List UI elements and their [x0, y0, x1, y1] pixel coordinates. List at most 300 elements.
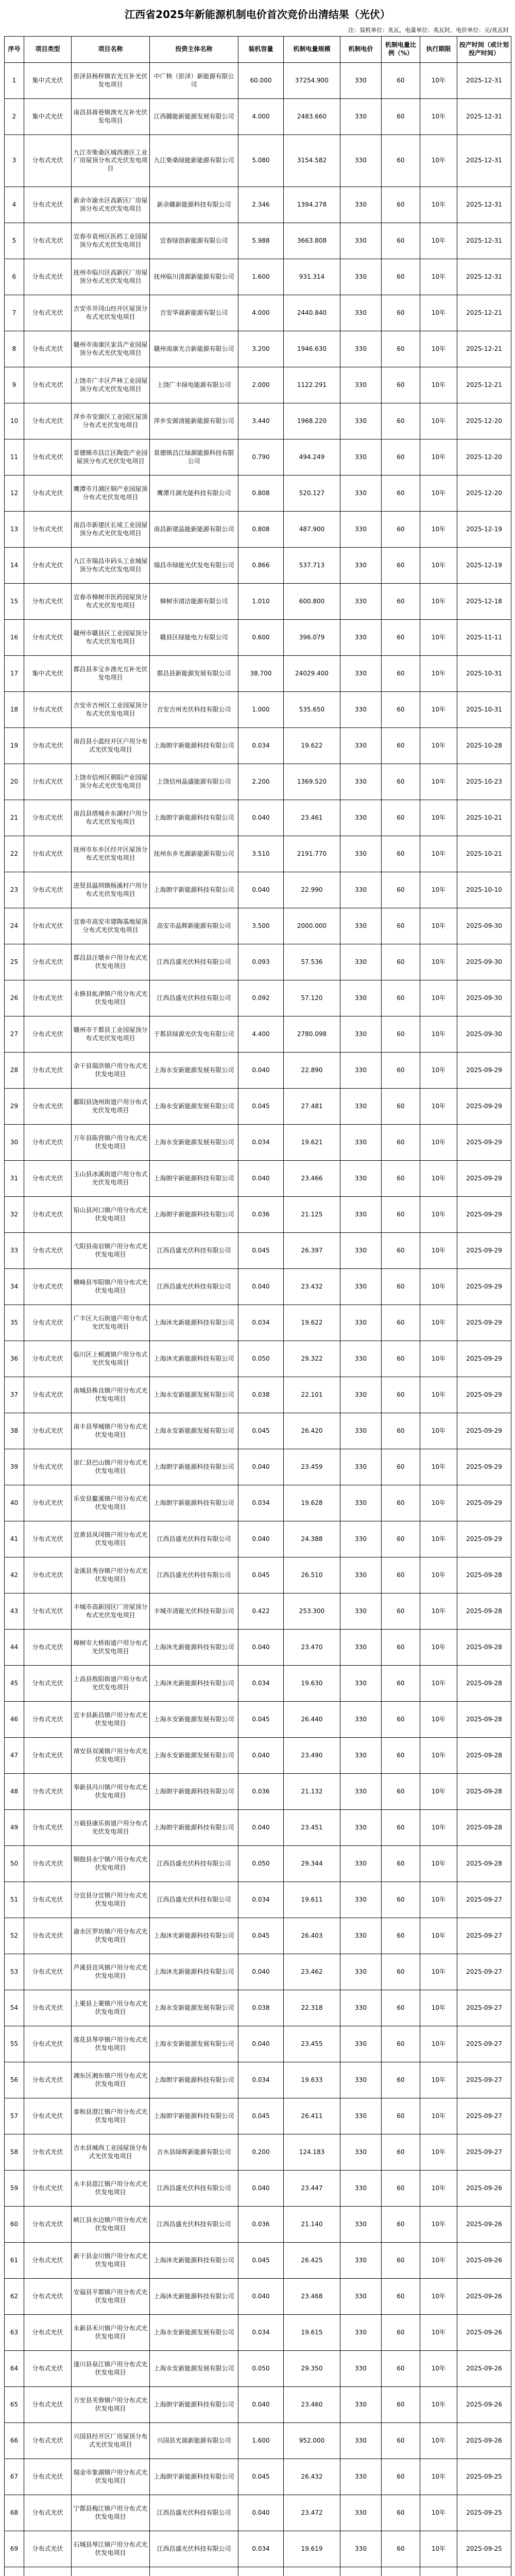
row-serial-number: 14: [5, 548, 24, 584]
row-mechanism-ratio: 60: [382, 512, 420, 548]
row-mechanism-energy: 2483.660: [284, 99, 340, 135]
table-row: [5, 1485, 511, 1521]
row-project-type: 分布式光伏: [24, 2459, 72, 2495]
row-installed-capacity: 0.034: [238, 728, 284, 764]
row-serial-number: 2: [5, 99, 24, 135]
row-project-name: 玉山县冰溪街道户用分布式光伏发电项目: [72, 1161, 150, 1197]
table-row: [5, 980, 511, 1016]
row-project-type: 分布式光伏: [24, 1521, 72, 1557]
row-mechanism-price: 330: [340, 1594, 382, 1630]
row-investor-name: 上海朗宇新能源科技有限公司: [150, 2387, 238, 2423]
table-row: [5, 439, 511, 476]
row-execution-term: 10年: [420, 2315, 457, 2351]
row-investor-name: 瑞昌市绿能光伏发电有限公司: [150, 548, 238, 584]
row-investor-name: 中广核（彭泽）新能源有限公司: [150, 63, 238, 99]
row-mechanism-energy: 23.472: [284, 2495, 340, 2531]
row-serial-number: 63: [5, 2315, 24, 2351]
row-mechanism-ratio: 60: [382, 1666, 420, 1702]
row-commissioning-date: 2025-09-28: [457, 1846, 511, 1882]
row-project-name: 九江市瑞昌市码头工业城屋顶分布式光伏发电项目: [72, 548, 150, 584]
row-mechanism-ratio: 60: [382, 2351, 420, 2387]
table-row: [5, 1594, 511, 1630]
row-project-type: 分布式光伏: [24, 548, 72, 584]
row-project-type: 分布式光伏: [24, 367, 72, 403]
row-commissioning-date: 2025-09-26: [457, 2351, 511, 2387]
row-investor-name: 抚州东乡光源新能源有限公司: [150, 836, 238, 872]
row-mechanism-ratio: 60: [382, 2495, 420, 2531]
row-mechanism-ratio: 60: [382, 1449, 420, 1485]
row-mechanism-price: 330: [340, 1197, 382, 1233]
header-mechanism-energy: 机制电量规模: [284, 37, 340, 63]
row-execution-term: 10年: [420, 584, 457, 620]
row-project-name: 渝水区罗坊镇户用分布式光伏发电项目: [72, 1918, 150, 1954]
header-installed-capacity: 装机容量: [238, 37, 284, 63]
row-project-type: 分布式光伏: [24, 1269, 72, 1305]
row-mechanism-ratio: 60: [382, 1702, 420, 1738]
row-project-type: 分布式光伏: [24, 331, 72, 367]
row-mechanism-ratio: 60: [382, 2171, 420, 2207]
row-investor-name: 江西昌盛光伏科技有限公司: [150, 2171, 238, 2207]
row-installed-capacity: 4.000: [238, 99, 284, 135]
row-project-name: 宜春市高安市建陶基地屋顶分布式光伏发电项目: [72, 908, 150, 944]
row-investor-name: 上海永安新能源发展有限公司: [150, 2026, 238, 2062]
row-investor-name: 上海朗宇新能源科技有限公司: [150, 2459, 238, 2495]
row-investor-name: 上海沐光新能源科技有限公司: [150, 1666, 238, 1702]
row-commissioning-date: 2025-09-26: [457, 2387, 511, 2423]
row-mechanism-energy: 253.300: [284, 1594, 340, 1630]
row-commissioning-date: 2025-12-20: [457, 403, 511, 439]
row-mechanism-ratio: 60: [382, 2062, 420, 2098]
row-mechanism-price: 330: [340, 620, 382, 656]
row-mechanism-ratio: 60: [382, 135, 420, 187]
row-installed-capacity: 5.080: [238, 135, 284, 187]
row-installed-capacity: 0.040: [238, 2495, 284, 2531]
table-row: [5, 872, 511, 908]
row-project-name: 铜鼓县永宁镇户用分布式光伏发电项目: [72, 1846, 150, 1882]
row-investor-name: 上海永安新能源发展有限公司: [150, 1089, 238, 1125]
row-mechanism-energy: 26.411: [284, 2098, 340, 2134]
row-execution-term: 10年: [420, 1016, 457, 1053]
row-installed-capacity: 1.000: [238, 692, 284, 728]
row-commissioning-date: 2025-09-27: [457, 1954, 511, 1990]
row-project-name: 兴国县经开区厂房屋顶分布式光伏发电项目: [72, 2423, 150, 2459]
row-investor-name: 上海朗宇新能源科技有限公司: [150, 1197, 238, 1233]
row-investor-name: 上海朗宇新能源科技有限公司: [150, 1449, 238, 1485]
row-project-name: 抚州市东乡区经开区屋顶分布式光伏发电项目: [72, 836, 150, 872]
table-row: [5, 187, 511, 223]
row-installed-capacity: 0.040: [238, 1810, 284, 1846]
row-project-type: 分布式光伏: [24, 259, 72, 295]
row-serial-number: 8: [5, 331, 24, 367]
row-mechanism-price: 330: [340, 187, 382, 223]
row-investor-name: 樟树市清洁能源有限公司: [150, 584, 238, 620]
row-investor-name: 江西昌盛光伏科技有限公司: [150, 1233, 238, 1269]
row-mechanism-ratio: 60: [382, 548, 420, 584]
row-mechanism-energy: 26.432: [284, 2459, 340, 2495]
row-commissioning-date: 2025-09-30: [457, 1016, 511, 1053]
row-mechanism-price: 330: [340, 1016, 382, 1053]
row-execution-term: 10年: [420, 1594, 457, 1630]
row-mechanism-price: 330: [340, 800, 382, 836]
table-row: [5, 728, 511, 764]
row-execution-term: 10年: [420, 764, 457, 800]
row-commissioning-date: 2025-09-27: [457, 2062, 511, 2098]
row-mechanism-energy: 2440.840: [284, 295, 340, 331]
row-commissioning-date: 2025-10-23: [457, 764, 511, 800]
table-row: [5, 2279, 511, 2315]
row-installed-capacity: 0.040: [238, 1449, 284, 1485]
row-commissioning-date: 2025-10-21: [457, 836, 511, 872]
row-execution-term: 10年: [420, 1197, 457, 1233]
row-investor-name: 江西昌盛光伏科技有限公司: [150, 1557, 238, 1594]
table-row: [5, 2207, 511, 2243]
row-mechanism-price: 330: [340, 1161, 382, 1197]
row-investor-name: 宜春绿创新能源有限公司: [150, 223, 238, 259]
row-installed-capacity: 0.808: [238, 512, 284, 548]
row-project-name: 萍乡市安源区工业园区屋顶分布式光伏发电项目: [72, 403, 150, 439]
row-installed-capacity: 0.050: [238, 1846, 284, 1882]
table-row: [5, 1413, 511, 1449]
row-mechanism-price: 330: [340, 367, 382, 403]
table-row: [5, 2243, 511, 2279]
row-installed-capacity: 0.200: [238, 2134, 284, 2171]
row-installed-capacity: 0.040: [238, 1521, 284, 1557]
row-installed-capacity: 0.040: [238, 1738, 284, 1774]
row-mechanism-price: 330: [340, 1918, 382, 1954]
row-mechanism-energy: 37254.900: [284, 63, 340, 99]
row-serial-number: 50: [5, 1846, 24, 1882]
row-execution-term: 10年: [420, 259, 457, 295]
row-project-type: 分布式光伏: [24, 1377, 72, 1413]
row-project-name: 都昌县汪墩乡户用分布式光伏发电项目: [72, 944, 150, 980]
row-investor-name: 上海沐光新能源科技有限公司: [150, 1305, 238, 1341]
row-mechanism-energy: 23.462: [284, 1954, 340, 1990]
row-mechanism-energy: [284, 2567, 340, 2576]
row-mechanism-ratio: 60: [382, 584, 420, 620]
row-serial-number: 36: [5, 1341, 24, 1377]
row-execution-term: 10年: [420, 1990, 457, 2026]
row-mechanism-ratio: 60: [382, 1053, 420, 1089]
row-mechanism-energy: 19.619: [284, 2531, 340, 2567]
row-mechanism-price: 330: [340, 2062, 382, 2098]
row-investor-name: 江西赣能新能源发展有限公司: [150, 99, 238, 135]
row-mechanism-price: 330: [340, 1990, 382, 2026]
row-project-name: 弋阳县南岩镇户用分布式光伏发电项目: [72, 1233, 150, 1269]
row-serial-number: 4: [5, 187, 24, 223]
header-mechanism-price: 机制电价: [340, 37, 382, 63]
row-project-name: 分宜县分宜镇户用分布式光伏发电项目: [72, 1882, 150, 1918]
row-investor-name: 鹰潭月湖光能科技有限公司: [150, 476, 238, 512]
row-commissioning-date: 2025-09-27: [457, 1882, 511, 1918]
row-project-name: 南昌市新建区长堎工业园屋顶分布式光伏发电项目: [72, 512, 150, 548]
row-project-type: 分布式光伏: [24, 872, 72, 908]
row-project-name: 安福县平都镇户用分布式光伏发电项目: [72, 2279, 150, 2315]
row-mechanism-price: 330: [340, 2026, 382, 2062]
table-row: [5, 548, 511, 584]
row-commissioning-date: 2025-09-28: [457, 1630, 511, 1666]
row-serial-number: 22: [5, 836, 24, 872]
row-mechanism-ratio: 60: [382, 367, 420, 403]
table-row: [5, 1341, 511, 1377]
row-commissioning-date: 2025-09-26: [457, 2207, 511, 2243]
row-mechanism-ratio: 60: [382, 1341, 420, 1377]
row-commissioning-date: 2025-10-31: [457, 656, 511, 692]
row-project-name: 新余市渝水区高新区厂房屋顶分布式光伏发电项目: [72, 187, 150, 223]
row-mechanism-price: 330: [340, 1125, 382, 1161]
row-mechanism-ratio: 60: [382, 800, 420, 836]
row-investor-name: 新余赣新能源科技有限公司: [150, 187, 238, 223]
row-investor-name: 上海朗宇新能源科技有限公司: [150, 800, 238, 836]
row-installed-capacity: 0.034: [238, 1666, 284, 1702]
row-mechanism-price: 330: [340, 1233, 382, 1269]
row-execution-term: 10年: [420, 1557, 457, 1594]
row-mechanism-price: 330: [340, 1630, 382, 1666]
page-title: 江西省2025年新能源机制电价首次竞价出清结果（光伏）: [125, 8, 390, 21]
row-project-name: 赣州市南康区家具产业园屋顶分布式光伏发电项目: [72, 331, 150, 367]
row-investor-name: 上海沐光新能源科技有限公司: [150, 2279, 238, 2315]
row-serial-number: 25: [5, 944, 24, 980]
row-commissioning-date: 2025-09-25: [457, 2459, 511, 2495]
row-commissioning-date: 2025-09-28: [457, 1666, 511, 1702]
row-serial-number: 6: [5, 259, 24, 295]
row-mechanism-price: 330: [340, 2207, 382, 2243]
row-installed-capacity: 0.045: [238, 2459, 284, 2495]
row-mechanism-price: 330: [340, 1954, 382, 1990]
table-row: [5, 944, 511, 980]
row-commissioning-date: 2025-09-29: [457, 1485, 511, 1521]
row-mechanism-energy: 57.536: [284, 944, 340, 980]
row-mechanism-ratio: 60: [382, 403, 420, 439]
row-mechanism-ratio: 60: [382, 2207, 420, 2243]
row-commissioning-date: 2025-12-19: [457, 548, 511, 584]
row-mechanism-price: 330: [340, 1053, 382, 1089]
row-commissioning-date: 2025-10-28: [457, 728, 511, 764]
row-execution-term: 10年: [420, 1738, 457, 1774]
table-row: [5, 1630, 511, 1666]
row-mechanism-energy: 600.800: [284, 584, 340, 620]
row-commissioning-date: 2025-09-29: [457, 1305, 511, 1341]
row-installed-capacity: 0.045: [238, 1702, 284, 1738]
table-row: [5, 2315, 511, 2351]
row-execution-term: 10年: [420, 2026, 457, 2062]
table-row: [5, 2026, 511, 2062]
row-mechanism-energy: 57.120: [284, 980, 340, 1016]
row-execution-term: 10年: [420, 1521, 457, 1557]
row-serial-number: 60: [5, 2207, 24, 2243]
row-mechanism-price: 330: [340, 836, 382, 872]
row-project-name: 都昌县多宝乡渔光互补光伏发电项目: [72, 656, 150, 692]
table-row: [5, 1521, 511, 1557]
row-mechanism-ratio: 60: [382, 2531, 420, 2567]
row-mechanism-ratio: 60: [382, 2026, 420, 2062]
row-commissioning-date: 2025-09-28: [457, 1810, 511, 1846]
row-commissioning-date: 2025-09-29: [457, 1089, 511, 1125]
table-row: [5, 1918, 511, 1954]
row-mechanism-price: 330: [340, 2387, 382, 2423]
row-project-type: 分布式光伏: [24, 2134, 72, 2171]
table-row: [5, 2171, 511, 2207]
row-commissioning-date: 2025-10-21: [457, 800, 511, 836]
row-project-name: 瑞金市象湖镇户用分布式光伏发电项目: [72, 2459, 150, 2495]
row-mechanism-ratio: 60: [382, 331, 420, 367]
row-mechanism-price: 330: [340, 295, 382, 331]
row-serial-number: 39: [5, 1449, 24, 1485]
row-project-type: 分布式光伏: [24, 584, 72, 620]
row-investor-name: 江西昌盛光伏科技有限公司: [150, 1846, 238, 1882]
row-project-name: 宜春市袁州区医药工业园屋顶分布式光伏发电项目: [72, 223, 150, 259]
row-execution-term: 10年: [420, 2531, 457, 2567]
row-mechanism-energy: 26.403: [284, 1918, 340, 1954]
row-execution-term: 10年: [420, 367, 457, 403]
row-serial-number: 37: [5, 1377, 24, 1413]
row-serial-number: 45: [5, 1666, 24, 1702]
row-project-name: 彭泽县杨梓镇农光互补光伏发电项目: [72, 63, 150, 99]
row-investor-name: 上饶信州晶盛能源有限公司: [150, 764, 238, 800]
row-mechanism-energy: 3663.808: [284, 223, 340, 259]
row-project-name: 莲花县琴亭镇户用分布式光伏发电项目: [72, 2026, 150, 2062]
row-project-type: 集中式光伏: [24, 656, 72, 692]
row-mechanism-price: 330: [340, 908, 382, 944]
row-investor-name: 上海朗宇新能源科技有限公司: [150, 2098, 238, 2134]
row-investor-name: 江西昌盛光伏科技有限公司: [150, 2495, 238, 2531]
row-mechanism-energy: 520.127: [284, 476, 340, 512]
row-project-name: 崇仁县巴山镇户用分布式光伏发电项目: [72, 1449, 150, 1485]
row-mechanism-energy: 23.461: [284, 800, 340, 836]
row-commissioning-date: 2025-09-30: [457, 944, 511, 980]
row-project-type: 分布式光伏: [24, 2315, 72, 2351]
row-project-type: 分布式光伏: [24, 2026, 72, 2062]
row-mechanism-energy: 23.459: [284, 1449, 340, 1485]
row-mechanism-price: 330: [340, 2423, 382, 2459]
row-installed-capacity: 0.034: [238, 1882, 284, 1918]
row-serial-number: 28: [5, 1053, 24, 1089]
row-investor-name: 抚州临川清源新能源有限公司: [150, 259, 238, 295]
row-mechanism-energy: 23.490: [284, 1738, 340, 1774]
row-investor-name: 上海沐光新能源科技有限公司: [150, 1630, 238, 1666]
row-mechanism-ratio: 60: [382, 63, 420, 99]
row-commissioning-date: [457, 2567, 511, 2576]
table-row: [5, 1305, 511, 1341]
row-investor-name: 江西昌盛光伏科技有限公司: [150, 2207, 238, 2243]
row-investor-name: 九江柴桑绿能新能源有限公司: [150, 135, 238, 187]
table-row: [5, 1125, 511, 1161]
row-serial-number: 59: [5, 2171, 24, 2207]
row-mechanism-energy: 396.079: [284, 620, 340, 656]
row-project-name: 奉新县冯川镇户用分布式光伏发电项目: [72, 1774, 150, 1810]
row-installed-capacity: 60.000: [238, 63, 284, 99]
row-installed-capacity: 2.200: [238, 764, 284, 800]
row-serial-number: 27: [5, 1016, 24, 1053]
row-investor-name: 江西昌盛光伏科技有限公司: [150, 944, 238, 980]
row-serial-number: 13: [5, 512, 24, 548]
row-mechanism-ratio: [382, 2567, 420, 2576]
row-serial-number: 23: [5, 872, 24, 908]
row-mechanism-ratio: 60: [382, 1197, 420, 1233]
row-project-name: 铅山县河口镇户用分布式光伏发电项目: [72, 1197, 150, 1233]
row-project-type: 集中式光伏: [24, 63, 72, 99]
row-mechanism-energy: 23.466: [284, 1161, 340, 1197]
row-serial-number: 58: [5, 2134, 24, 2171]
row-mechanism-energy: 19.615: [284, 2315, 340, 2351]
row-investor-name: 南昌新建晶能新能源有限公司: [150, 512, 238, 548]
row-serial-number: 56: [5, 2062, 24, 2098]
row-mechanism-ratio: 60: [382, 692, 420, 728]
table-row: [5, 1197, 511, 1233]
row-execution-term: 10年: [420, 2279, 457, 2315]
row-mechanism-ratio: 60: [382, 476, 420, 512]
row-execution-term: 10年: [420, 331, 457, 367]
header-project-name: 项目名称: [72, 37, 150, 63]
row-mechanism-energy: 19.628: [284, 1485, 340, 1521]
row-project-type: 分布式光伏: [24, 2243, 72, 2279]
row-commissioning-date: 2025-09-27: [457, 1918, 511, 1954]
row-execution-term: 10年: [420, 2134, 457, 2171]
row-commissioning-date: 2025-12-21: [457, 331, 511, 367]
table-row: [5, 1089, 511, 1125]
row-commissioning-date: 2025-09-27: [457, 2134, 511, 2171]
row-mechanism-energy: 22.101: [284, 1377, 340, 1413]
row-mechanism-ratio: 60: [382, 1810, 420, 1846]
row-mechanism-energy: 1946.630: [284, 331, 340, 367]
row-serial-number: 68: [5, 2495, 24, 2531]
row-serial-number: 62: [5, 2279, 24, 2315]
row-project-type: 分布式光伏: [24, 2495, 72, 2531]
row-commissioning-date: 2025-12-20: [457, 476, 511, 512]
row-project-name: 永新县禾川镇户用分布式光伏发电项目: [72, 2315, 150, 2351]
row-mechanism-ratio: 60: [382, 656, 420, 692]
row-mechanism-ratio: 60: [382, 2459, 420, 2495]
row-project-name: 石城县琴江镇户用分布式光伏发电项目: [72, 2531, 150, 2567]
row-installed-capacity: 0.045: [238, 1557, 284, 1594]
row-mechanism-price: 330: [340, 1666, 382, 1702]
row-installed-capacity: 0.040: [238, 2026, 284, 2062]
row-investor-name: 上海朗宇新能源科技有限公司: [150, 2062, 238, 2098]
row-serial-number: 66: [5, 2423, 24, 2459]
table-row: [5, 223, 511, 259]
row-mechanism-energy: 26.425: [284, 2243, 340, 2279]
row-commissioning-date: 2025-09-25: [457, 2495, 511, 2531]
row-mechanism-ratio: 60: [382, 908, 420, 944]
row-execution-term: 10年: [420, 187, 457, 223]
row-project-type: 分布式光伏: [24, 2351, 72, 2387]
row-project-type: 分布式光伏: [24, 2531, 72, 2567]
row-project-type: 分布式光伏: [24, 1702, 72, 1738]
results-table: [4, 36, 511, 2576]
row-investor-name: 上海沐光新能源科技有限公司: [150, 2243, 238, 2279]
row-mechanism-price: 330: [340, 1449, 382, 1485]
row-mechanism-ratio: 60: [382, 1918, 420, 1954]
row-commissioning-date: 2025-09-28: [457, 1702, 511, 1738]
row-commissioning-date: 2025-12-18: [457, 584, 511, 620]
row-mechanism-price: 330: [340, 2171, 382, 2207]
row-installed-capacity: 5.988: [238, 223, 284, 259]
row-installed-capacity: 2.000: [238, 367, 284, 403]
row-installed-capacity: 0.045: [238, 2098, 284, 2134]
row-installed-capacity: 0.092: [238, 980, 284, 1016]
row-mechanism-energy: 21.132: [284, 1774, 340, 1810]
row-mechanism-price: 330: [340, 548, 382, 584]
row-mechanism-energy: 2191.770: [284, 836, 340, 872]
row-project-type: 分布式光伏: [24, 692, 72, 728]
row-project-name: 赣州市赣县区工业园屋顶分布式光伏发电项目: [72, 620, 150, 656]
row-project-name: 上饶市信州区朝阳产业园屋顶分布式光伏发电项目: [72, 764, 150, 800]
header-investor-name: 投资主体名称: [150, 37, 238, 63]
table-row: [5, 403, 511, 439]
row-mechanism-ratio: 60: [382, 439, 420, 476]
row-execution-term: 10年: [420, 692, 457, 728]
row-commissioning-date: 2025-09-28: [457, 1557, 511, 1594]
row-commissioning-date: 2025-09-26: [457, 2279, 511, 2315]
